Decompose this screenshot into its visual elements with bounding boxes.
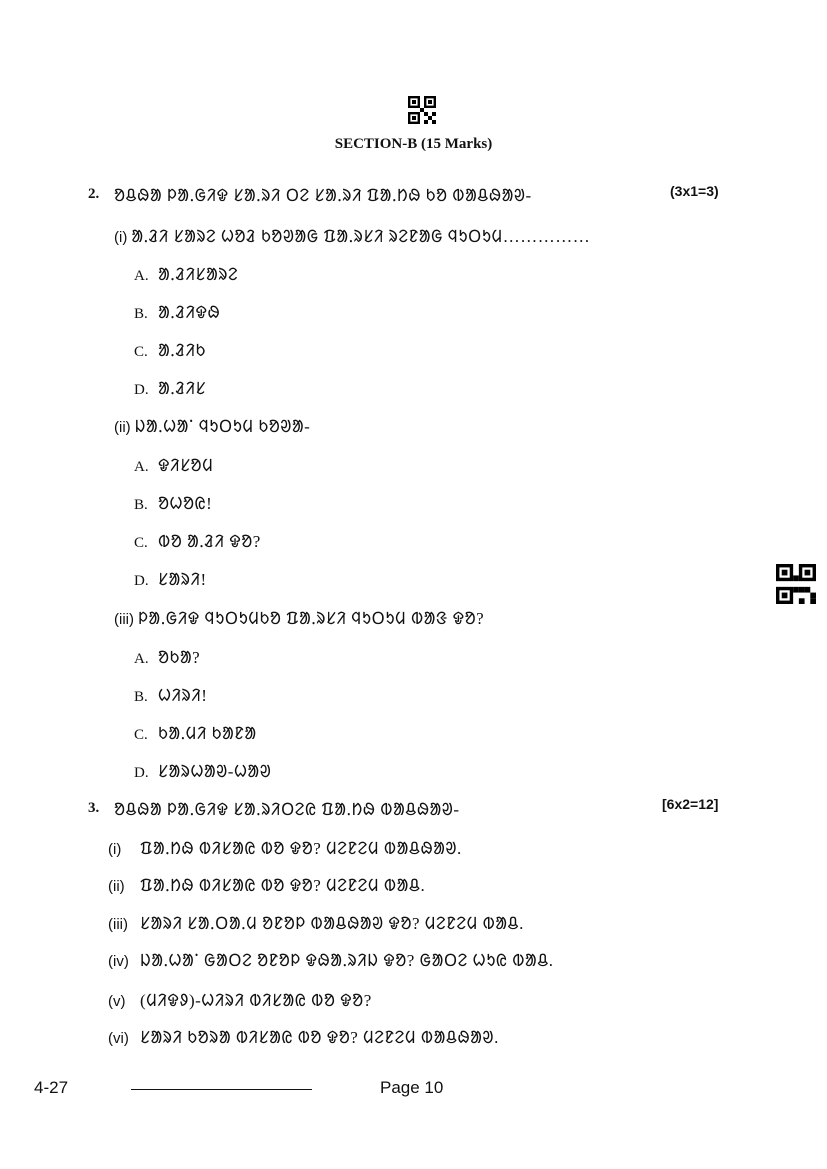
q2-part-iii	[114, 606, 484, 629]
q2-ii-option-a	[134, 453, 213, 476]
paper-code: 4-27	[34, 1078, 69, 1097]
q2-i-option-a	[134, 262, 238, 285]
q3-number: 3.	[88, 800, 100, 816]
option-label: C.	[134, 535, 148, 551]
option-text: ᱦᱤᱨᱤ!	[158, 686, 208, 705]
option-label: C.	[134, 727, 148, 743]
option-text: ᱫᱤᱥᱚᱢ	[158, 456, 214, 475]
option-text: ᱠᱟᱹᱢᱤ ᱠᱟᱱᱟ	[158, 724, 257, 743]
option-text: ᱟᱹᱲᱤᱥᱟᱨᱮ	[158, 265, 239, 284]
option-text: ᱥᱟᱨᱤ!	[158, 570, 207, 589]
option-text: ᱟᱹᱲᱤᱫᱷ	[158, 303, 221, 322]
option-text: ᱟᱹᱲᱤᱥ	[158, 379, 206, 398]
footer-rule	[131, 1089, 312, 1090]
section-title: SECTION-B (15 Marks)	[334, 136, 493, 152]
q2-part-ii-text: ᱡᱟᱹᱦᱟᱸ ᱧᱩᱛᱩᱢ ᱠᱚᱣᱟ-	[134, 417, 311, 436]
q3-part-ii	[108, 873, 425, 896]
q3-part-iii	[108, 911, 524, 934]
option-text: ᱚᱠᱟ?	[158, 648, 201, 667]
q2-part-iii-label: (iii)	[114, 611, 134, 628]
q2-i-option-b	[134, 300, 220, 323]
option-label: C.	[134, 344, 148, 360]
qr-code-margin	[776, 564, 816, 604]
q2-part-i-text: ᱟᱹᱲᱤ ᱥᱟᱨᱮ ᱦᱚᱲ ᱠᱚᱣᱟᱜ ᱯᱟᱹᱨᱥᱤ ᱨᱮᱱᱟᱜ ᱧᱩᱛᱩᱢ……………	[131, 227, 591, 246]
qr-code-top	[408, 96, 436, 124]
q3-part-label: (ii)	[108, 878, 125, 895]
q2-ii-option-c	[134, 529, 261, 552]
q3-part-vi	[108, 1025, 499, 1048]
q2-iii-option-d	[134, 759, 271, 782]
q3-stem: ᱚᱪᱷᱟ ᱞᱟᱹᱜᱤᱫ ᱥᱟᱹᱨᱤᱛᱮᱭ ᱯᱟᱹᱴᱷ ᱵᱟᱪᱷᱟᱣ-	[114, 800, 460, 819]
option-text: ᱚᱦᱚᱭ!	[158, 494, 213, 513]
q2-ii-option-d	[134, 567, 207, 590]
q3-part-iv	[108, 948, 554, 971]
q3-part-label: (v)	[108, 993, 126, 1010]
q3-part-text: ᱯᱟᱹᱴᱷ ᱵᱤᱥᱟᱭ ᱵᱚ ᱫᱚ? ᱢᱮᱱᱮᱢ ᱵᱟᱪᱷᱟᱣ.	[140, 839, 462, 858]
option-label: A.	[134, 459, 149, 475]
option-label: B.	[134, 689, 148, 705]
q3-part-text: ᱯᱟᱹᱴᱷ ᱵᱤᱥᱟᱭ ᱵᱚ ᱫᱚ? ᱢᱮᱱᱮᱢ ᱵᱟᱪ.	[140, 876, 426, 895]
q2-part-i-label: (i)	[114, 229, 128, 246]
q2-marks: (3x1=3)	[670, 183, 719, 199]
q3-part-i	[108, 836, 462, 859]
q2-stem: ᱚᱪᱷᱟ ᱞᱟᱹᱜᱤᱫ ᱥᱟᱹᱨᱤ ᱛᱮ ᱥᱟᱹᱨᱤ ᱯᱟᱹᱴᱷ ᱠᱚ ᱵᱟᱪᱷᱟᱣ-	[114, 186, 532, 205]
q3-marks: [6x2=12]	[662, 796, 719, 812]
q3-part-label: (iii)	[108, 916, 128, 933]
q3-part-label: (iv)	[108, 953, 129, 970]
q3-part-v	[108, 988, 372, 1011]
q3-part-label: (vi)	[108, 1030, 129, 1047]
q2-number: 2.	[88, 186, 100, 202]
q2-i-option-c	[134, 338, 206, 361]
q2-i-option-d	[134, 376, 206, 399]
option-label: B.	[134, 497, 148, 513]
option-label: B.	[134, 306, 148, 322]
q3-part-text: ᱥᱟᱨᱤ ᱥᱟᱹᱛᱟᱹᱢ ᱚᱱᱚᱞ ᱵᱟᱪᱷᱟᱣ ᱫᱚ? ᱢᱮᱱᱮᱢ ᱵᱟᱪ.	[140, 914, 524, 933]
q2-part-i	[114, 224, 590, 247]
q2-part-ii-label: (ii)	[114, 419, 131, 436]
option-label: D.	[134, 573, 149, 589]
option-label: D.	[134, 765, 149, 781]
q2-part-ii	[114, 414, 310, 437]
option-text: ᱵᱚ ᱟᱹᱲᱤ ᱫᱚ?	[158, 532, 261, 551]
q2-part-iii-text: ᱞᱟᱹᱜᱤᱫ ᱧᱩᱛᱩᱢᱠᱚ ᱯᱟᱹᱨᱥᱤ ᱧᱩᱛᱩᱢ ᱵᱟᱝ ᱫᱚ?	[138, 609, 485, 628]
q3-part-label: (i)	[108, 841, 122, 858]
q2-iii-option-b	[134, 683, 207, 706]
q2-iii-option-a	[134, 645, 200, 668]
q2-ii-option-b	[134, 491, 212, 514]
q3-part-text: ᱡᱟᱹᱦᱟᱸ ᱜᱟᱛᱮ ᱚᱱᱚᱞ ᱫᱷᱟᱹᱨᱤᱡ ᱫᱚ? ᱜᱟᱛᱮ ᱦᱩᱭ ᱵᱟᱪ.	[140, 951, 554, 970]
option-label: D.	[134, 382, 149, 398]
option-label: A.	[134, 651, 149, 667]
q2-iii-option-c	[134, 721, 257, 744]
option-text: ᱥᱟᱨᱦᱟᱣ-ᱦᱟᱣ	[158, 762, 272, 781]
option-label: A.	[134, 268, 149, 284]
option-text: ᱟᱹᱲᱤᱠ	[158, 341, 206, 360]
q3-part-text: (ᱢᱤᱫᱽ)-ᱦᱤᱨᱤ ᱵᱤᱥᱟᱭ ᱵᱚ ᱫᱚ?	[140, 991, 372, 1010]
q3-part-text: ᱥᱟᱨᱤ ᱠᱚᱨᱟ ᱵᱤᱥᱟᱭ ᱵᱚ ᱫᱚ? ᱢᱮᱱᱮᱢ ᱵᱟᱪᱷᱟᱣ.	[140, 1028, 499, 1047]
page-number: Page 10	[380, 1078, 444, 1097]
